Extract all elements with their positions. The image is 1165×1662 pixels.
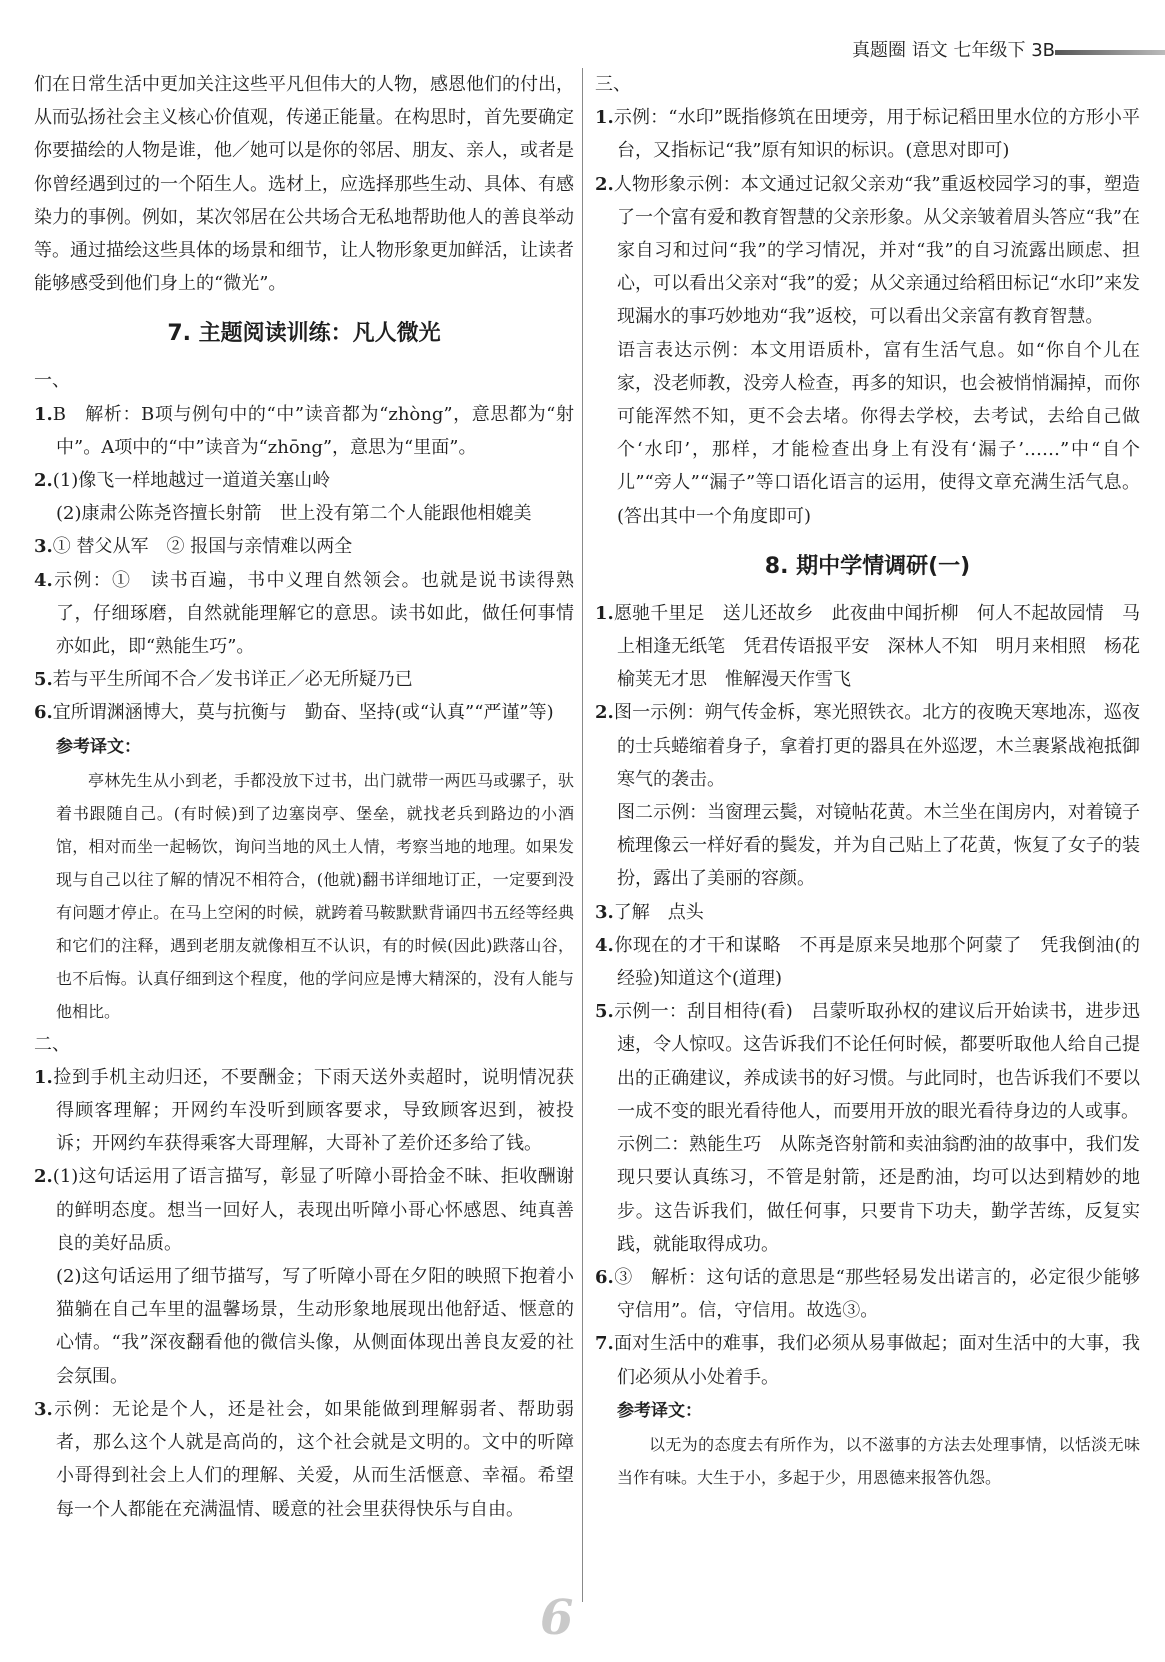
column-divider <box>582 68 583 1602</box>
reference-translation: 以无为的态度去有所作为，以不滋事的方法去处理事情，以恬淡无味当作有味。大生于小，多起于少，用恩德来报答仇怨。 <box>617 1434 1140 1487</box>
answer-item: 3.示例：无论是个人，还是社会，如果能做到理解弱者、帮助弱者，那么这个人就是高尚的，这个社会就是文明的。文中的听障小哥得到社会上人们的理解、关爱，从而生活惬意、幸福。希望每一个人都能在充满温情、暖意的社会里获得快乐与自由。 <box>34 1398 574 1520</box>
answer-item: 4.示例：① 读书百遍，书中义理自然领会。也就是说书读得熟了，仔细琢磨，自然就能理解它的意思。读书如此，做任何事情亦如此，即“熟能生巧”。 <box>34 569 574 658</box>
answer-item: 5.若与平生所闻不合／发书详正／必无所疑乃已 <box>34 669 413 691</box>
page-number: 6 <box>540 1590 574 1646</box>
reference-translation: 亭林先生从小到老，手都没放下过书，出门就带一两匹马或骡子，驮着书跟随自己。(有时候)到了边塞岗亭、堡垒，就找老兵到路边的小酒馆，相对而坐一起畅饮，询问当地的风土人情，考察当地的地理。如果发现与自己以往了解的情况不相符合，(他就)翻书详细地订正，一定要到没有问题才停止。在马上空闲的时候，就跨着马鞍默默背诵四书五经等经典和它们的注释，遇到老朋友就像相互不认识，有的时候(因此)跌落山谷，也不后悔。认真仔细到这个程度，他的学问应是博大精深的，没有人能与他相比。 <box>56 770 574 1021</box>
answer-item: 4.你现在的才干和谋略 不再是原来吴地那个阿蒙了 凭我倒油(的经验)知道这个(道理) <box>595 934 1140 990</box>
part-label-1: 一、 <box>34 370 70 392</box>
answer-item: 1.B 解析：B项与例句中的“中”读音都为“zhòng”，意思都为“射中”。A项中的“中”读音为“zhōng”，意思为“里面”。 <box>34 403 574 458</box>
answer-subitem: (2)这句话运用了细节描写，写了听障小哥在夕阳的映照下抱着小猫躺在自己车里的温馨场景，生动形象地展现出他舒适、惬意的心情。“我”深夜翻看他的微信头像，从侧面体现出善良友爱的社会氛围。 <box>56 1266 574 1387</box>
answer-item: 1.捡到手机主动归还，不要酬金；下雨天送外卖超时，说明情况获得顾客理解；开网约车没听到顾客要求，导致顾客迟到，被投诉；开网约车获得乘客大哥理解，大哥补了差价还多给了钱。 <box>34 1066 574 1155</box>
answer-item: 6.③ 解析：这句话的意思是“那些轻易发出诺言的，必定很少能够守信用”。信，守信用。故选③。 <box>595 1266 1140 1322</box>
part-label-3: 三、 <box>595 74 631 95</box>
answer-item: 2.图一示例：朔气传金柝，寒光照铁衣。北方的夜晚天寒地冻，巡夜的士兵蜷缩着身子，拿着打更的器具在外巡逻，木兰裹紧战袍抵御寒气的袭击。 <box>595 702 1140 790</box>
answer-item: 3.了解 点头 <box>595 901 704 923</box>
answer-item: 1.愿驰千里足 送儿还故乡 此夜曲中闻折柳 何人不起故园情 马上相逢无纸笔 凭君传语报平安 深林人不知 明月来相照 杨花榆荚无才思 惟解漫天作雪飞 <box>595 602 1140 691</box>
part-label-2: 二、 <box>34 1033 70 1055</box>
intro-paragraph: 们在日常生活中更加关注这些平凡但伟大的人物，感恩他们的付出，从而弘扬社会主义核心价值观，传递正能量。在构思时，首先要确定你要描绘的人物是谁，他／她可以是你的邻居、朋友、亲人，或者是你曾经遇到过的一个陌生人。选材上，应选择那些生动、具体、有感染力的事例。例如，某次邻居在公共场合无私地帮助他人的善良举动等。通过描绘这些具体的场景和细节，让人物形象更加鲜活，让读者能够感受到他们身上的“微光”。 <box>34 74 574 295</box>
answer-subitem: 语言表达示例：本文用语质朴，富有生活气息。如“你自个儿在家，没老师教，没旁人检查，再多的知识，也会被悄悄漏掉，而你可能浑然不知，更不会去堵。你得去学校，去考试，去给自己做个‘水印’，那样，才能检查出身上有没有‘漏子’……”中“自个儿”“旁人”“漏子”等口语化语言的运用，使得文章充满生活气息。(答出其中一个角度即可) <box>617 339 1140 527</box>
right-column <box>595 68 1140 1642</box>
section-7-title: 7. 主题阅读训练：凡人微光 <box>167 321 441 347</box>
header-title: 真题圈 语文 七年级下 3B <box>852 40 1055 61</box>
answer-item: 3.① 替父从军 ② 报国与亲情难以两全 <box>34 536 353 558</box>
reference-translation-title: 参考译文： <box>617 1400 702 1421</box>
header-bar <box>1055 50 1165 55</box>
answer-subitem: 图二示例：当窗理云鬓，对镜帖花黄。木兰坐在闺房内，对着镜子梳理像云一样好看的鬓发，并为自己贴上了花黄，恢复了女子的装扮，露出了美丽的容颜。 <box>617 802 1140 890</box>
answer-item: 2.(1)这句话运用了语言描写，彰显了听障小哥拾金不昧、拒收酬谢的鲜明态度。想当一回好人，表现出听障小哥心怀感恩、纯真善良的美好品质。 <box>34 1166 574 1254</box>
answer-item: 5.示例一：刮目相待(看) 吕蒙听取孙权的建议后开始读书，进步迅速，令人惊叹。这告诉我们不论任何时候，都要听取他人给自己提出的正确建议，养成读书的好习惯。与此同时，也告诉我们不要以一成不变的眼光看待他人，而要用开放的眼光看待身边的人或事。 <box>595 1001 1140 1122</box>
answer-subitem: 示例二：熟能生巧 从陈尧咨射箭和卖油翁酌油的故事中，我们发现只要认真练习，不管是射箭，还是酌油，均可以达到精妙的地步。这告诉我们，做任何事，只要肯下功夫，勤学苦练，反复实践，就能取得成功。 <box>617 1134 1140 1255</box>
answer-item: 6.宜所谓渊涵博大，莫与抗衡与 勤奋、坚持(或“认真”“严谨”等) <box>34 702 554 724</box>
answer-subitem: (2)康肃公陈尧咨擅长射箭 世上没有第二个人能跟他相媲美 <box>56 503 532 525</box>
section-8-title: 8. 期中学情调研(一) <box>764 553 971 579</box>
left-column <box>34 68 574 1642</box>
answer-item: 2.人物形象示例：本文通过记叙父亲劝“我”重返校园学习的事，塑造了一个富有爱和教育智慧的父亲形象。从父亲皱着眉头答应“我”在家自习和过问“我”的学习情况，并对“我”的自习流露出顾虑、担心，可以看出父亲对“我”的爱；从父亲通过给稻田标记“水印”来发现漏水的事巧妙地劝“我”返校，可以看出父亲富有教育智慧。 <box>595 173 1140 328</box>
answer-item: 7.面对生活中的难事，我们必须从易事做起；面对生活中的大事，我们必须从小处着手。 <box>595 1333 1140 1388</box>
reference-translation-title: 参考译文： <box>56 736 141 757</box>
answer-item: 2.(1)像飞一样地越过一道道关塞山岭 <box>34 470 331 492</box>
answer-item: 1.示例：“水印”既指修筑在田埂旁，用于标记稻田里水位的方形小平台，又指标记“我”原有知识的标识。(意思对即可) <box>595 107 1140 162</box>
